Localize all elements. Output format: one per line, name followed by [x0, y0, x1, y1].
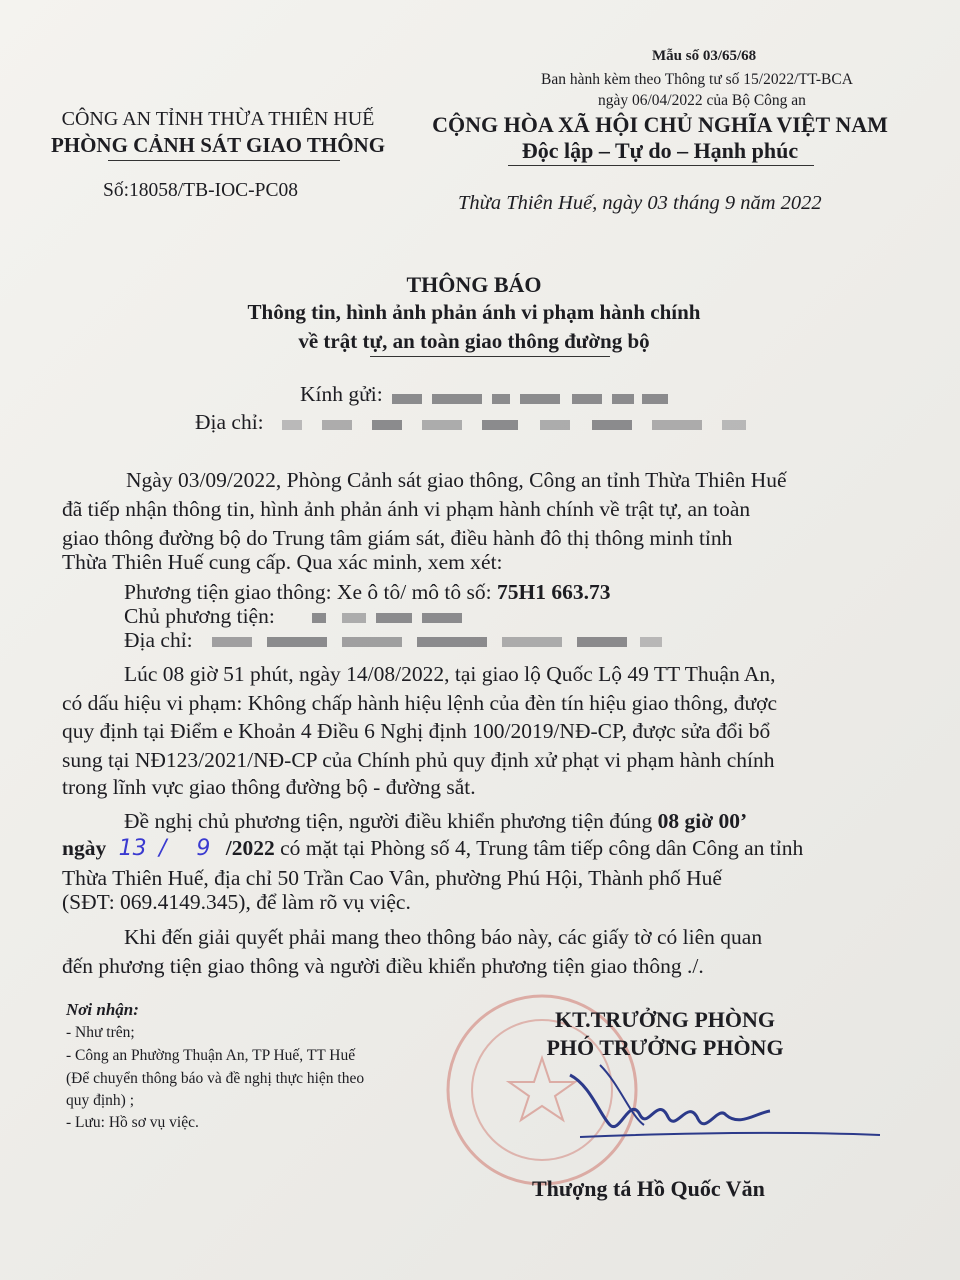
signature-role-1: KT.TRƯỞNG PHÒNG: [555, 1007, 775, 1032]
place-date: Thừa Thiên Huế, ngày 03 tháng 9 năm 2022: [458, 192, 822, 214]
appointment-year: /2022: [225, 836, 275, 860]
document-subtitle-2: về trật tự, an toàn giao thông đường bộ: [298, 329, 650, 353]
recipient-label: Kính gửi:: [300, 382, 383, 406]
body-p3-line-3: Thừa Thiên Huế, địa chỉ 50 Trần Cao Vân, phường Phú Hội, Thành phố Huế: [62, 866, 722, 890]
body-p3-line-4: (SĐT: 069.4149.345), để làm rõ vụ việc.: [62, 890, 411, 914]
form-issued-date: ngày 06/04/2022 của Bộ Công an: [598, 92, 806, 109]
appointment-day-label: ngày: [62, 836, 107, 860]
recipient-address-label: Địa chỉ:: [195, 410, 264, 434]
nation-title: CỘNG HÒA XÃ HỘI CHỦ NGHĨA VIỆT NAM: [432, 112, 888, 137]
receiver-item: - Lưu: Hồ sơ vụ việc.: [66, 1114, 199, 1131]
recipient-address-redacted: [282, 414, 748, 436]
nation-motto: Độc lập – Tự do – Hạnh phúc: [521, 138, 799, 163]
body-p3-line-2: ngày 13 / 9 /2022 có mặt tại Phòng số 4, Trung tâm tiếp công dân Công an tỉnh: [62, 836, 804, 861]
body-p4-line-2: đến phương tiện giao thông và người điều khiển phương tiện giao thông ./.: [62, 954, 704, 978]
signer-name: Thượng tá Hồ Quốc Văn: [532, 1176, 765, 1201]
body-p1-line-1: Ngày 03/09/2022, Phòng Cảnh sát giao thông, Công an tỉnh Thừa Thiên Huế: [126, 468, 787, 492]
body-p3-line-1-text: Đề nghị chủ phương tiện, người điều khiển phương tiện đúng: [124, 809, 653, 833]
receiver-item: - Công an Phường Thuận An, TP Huế, TT Huế: [66, 1047, 356, 1064]
form-number: Mẫu số 03/65/68: [652, 48, 757, 64]
receiver-item: quy định) ;: [66, 1092, 135, 1109]
body-p2-line-2: có dấu hiệu vi phạm: Không chấp hành hiệu lệnh của đèn tín hiệu giao thông, được: [62, 691, 778, 715]
body-p1-line-3: giao thông đường bộ do Trung tâm giám sát, điều hành đô thị thông minh tỉnh: [62, 526, 733, 550]
agency-parent: CÔNG AN TỈNH THỪA THIÊN HUẾ: [61, 108, 375, 130]
appointment-day-handwritten: 13: [118, 836, 147, 861]
body-p2-line-4: sung tại NĐ123/2021/NĐ-CP của Chính phủ quy định xử phạt vi phạm hành chính: [62, 748, 775, 772]
owner-address-label: Địa chỉ:: [124, 628, 193, 652]
owner-label: Chủ phương tiện:: [124, 604, 275, 628]
agency-underline: [108, 160, 340, 161]
body-p4-line-1: Khi đến giải quyết phải mang theo thông báo này, các giấy tờ có liên quan: [124, 925, 763, 949]
appointment-month-handwritten: 9: [196, 836, 211, 861]
subtitle-underline: [370, 356, 610, 357]
signature-role-2: PHÓ TRƯỞNG PHÒNG: [546, 1035, 784, 1060]
recipient-name-redacted: [392, 388, 672, 410]
vehicle-label: [124, 580, 610, 605]
body-p2-line-1: Lúc 08 giờ 51 phút, ngày 14/08/2022, tại giao lộ Quốc Lộ 49 TT Thuận An,: [124, 662, 776, 686]
receiver-item: (Để chuyển thông báo và đề nghị thực hiện theo: [66, 1070, 365, 1087]
document-title: THÔNG BÁO: [406, 272, 542, 297]
owner-name-redacted: [312, 607, 472, 629]
body-p3-line-1: [124, 809, 747, 834]
form-issued-with: Ban hành kèm theo Thông tư số 15/2022/TT-BCA: [541, 71, 853, 88]
body-p1-line-4: Thừa Thiên Huế cung cấp. Qua xác minh, xem xét:: [62, 550, 503, 574]
vehicle-plate: 75H1 663.73: [497, 580, 611, 604]
body-p2-line-3: quy định tại Điểm e Khoản 4 Điều 6 Nghị định 100/2019/NĐ-CP, được sửa đổi bổ: [62, 719, 771, 743]
appointment-time: 08 giờ 00’: [657, 809, 748, 833]
body-p2-line-5: trong lĩnh vực giao thông đường bộ - đường sắt.: [62, 775, 476, 799]
receiver-item: - Như trên;: [66, 1024, 135, 1041]
document-number: Số:18058/TB-IOC-PC08: [103, 180, 299, 201]
document-subtitle-1: Thông tin, hình ảnh phản ánh vi phạm hành chính: [247, 300, 701, 324]
vehicle-label-text: Phương tiện giao thông: Xe ô tô/ mô tô số:: [124, 580, 492, 604]
owner-address-redacted: [212, 631, 664, 653]
receivers-title: Nơi nhận:: [66, 1000, 139, 1019]
body-p1-line-2: đã tiếp nhận thông tin, hình ảnh phản ánh vi phạm hành chính về trật tự, an toàn: [62, 497, 751, 521]
body-p3-line-2-text: có mặt tại Phòng số 4, Trung tâm tiếp công dân Công an tỉnh: [280, 836, 804, 860]
agency-name: PHÒNG CẢNH SÁT GIAO THÔNG: [50, 133, 386, 157]
handwritten-signature-icon: [560, 1055, 890, 1155]
motto-underline: [508, 165, 814, 166]
